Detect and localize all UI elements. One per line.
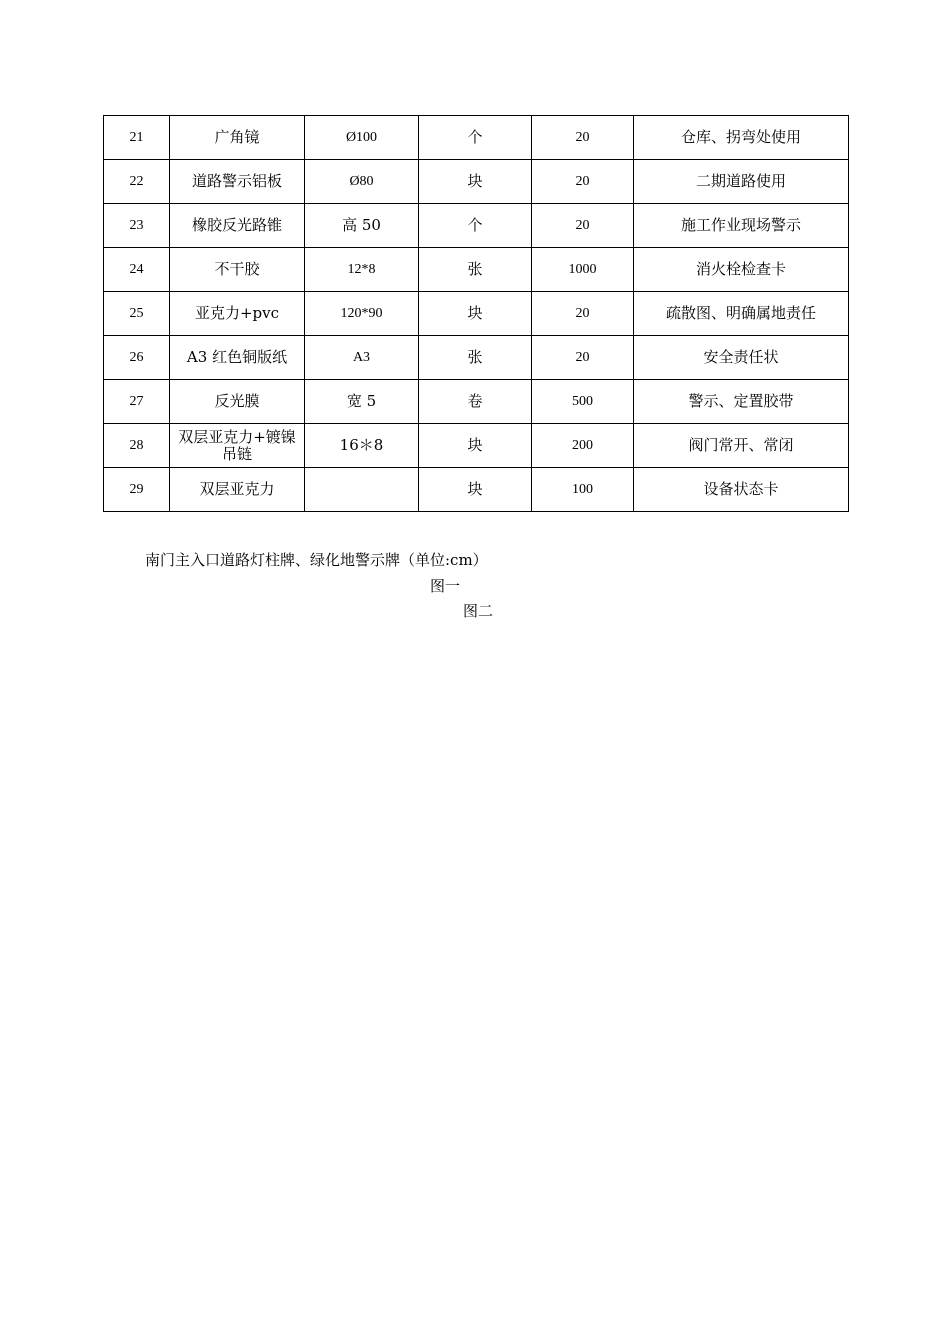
spec-cell: 12*8 [305,248,419,292]
row-number-cell: 29 [104,468,170,512]
figure-1-label: 图一 [430,577,461,595]
table-row [104,380,849,424]
spec-cell: A3 [305,336,419,380]
row-number-cell: 27 [104,380,170,424]
quantity-cell: 20 [532,116,634,160]
unit-cell: 块 [419,424,532,468]
unit-cell: 个 [419,204,532,248]
table-row [104,204,849,248]
figure-2-label: 图二 [463,602,494,620]
quantity-cell: 100 [532,468,634,512]
unit-cell: 块 [419,160,532,204]
item-name-cell: 反光膜 [170,380,305,424]
spec-cell: 宽 5 [305,380,419,424]
item-name-cell: 不干胶 [170,248,305,292]
quantity-cell: 20 [532,336,634,380]
unit-cell: 卷 [419,380,532,424]
item-name-cell: 亚克力+pvc [170,292,305,336]
signage-caption: 南门主入口道路灯柱牌、绿化地警示牌（单位:cm） [145,551,488,569]
row-number-cell: 22 [104,160,170,204]
usage-cell: 安全责任状 [634,336,849,380]
unit-cell: 块 [419,468,532,512]
usage-cell: 仓库、拐弯处使用 [634,116,849,160]
unit-cell: 个 [419,116,532,160]
item-name-cell: 双层亚克力 [170,468,305,512]
table-row [104,248,849,292]
row-number-cell: 23 [104,204,170,248]
quantity-cell: 1000 [532,248,634,292]
table-row [104,160,849,204]
quantity-cell: 200 [532,424,634,468]
item-name-cell: 橡胶反光路锥 [170,204,305,248]
row-number-cell: 28 [104,424,170,468]
table-row [104,424,849,468]
spec-cell: Ø100 [305,116,419,160]
item-name-cell: 道路警示铝板 [170,160,305,204]
row-number-cell: 24 [104,248,170,292]
spec-cell: 120*90 [305,292,419,336]
quantity-cell: 20 [532,204,634,248]
usage-cell: 消火栓检查卡 [634,248,849,292]
spec-cell [305,468,419,512]
item-name-cell: 双层亚克力+镀镍吊链 [170,424,305,468]
quantity-cell: 20 [532,292,634,336]
usage-cell: 疏散图、明确属地责任 [634,292,849,336]
item-name-cell: 广角镜 [170,116,305,160]
table-row [104,292,849,336]
usage-cell: 阀门常开、常闭 [634,424,849,468]
row-number-cell: 25 [104,292,170,336]
unit-cell: 块 [419,292,532,336]
quantity-cell: 20 [532,160,634,204]
table-row [104,116,849,160]
usage-cell: 施工作业现场警示 [634,204,849,248]
spec-cell: 高 50 [305,204,419,248]
row-number-cell: 26 [104,336,170,380]
spec-cell: 16＊8 [305,424,419,468]
materials-table-body [104,116,849,512]
usage-cell: 设备状态卡 [634,468,849,512]
row-number-cell: 21 [104,116,170,160]
table-row [104,336,849,380]
usage-cell: 警示、定置胶带 [634,380,849,424]
usage-cell: 二期道路使用 [634,160,849,204]
materials-table [103,115,849,512]
item-name-cell: A3 红色铜版纸 [170,336,305,380]
table-row [104,468,849,512]
quantity-cell: 500 [532,380,634,424]
spec-cell: Ø80 [305,160,419,204]
unit-cell: 张 [419,248,532,292]
unit-cell: 张 [419,336,532,380]
